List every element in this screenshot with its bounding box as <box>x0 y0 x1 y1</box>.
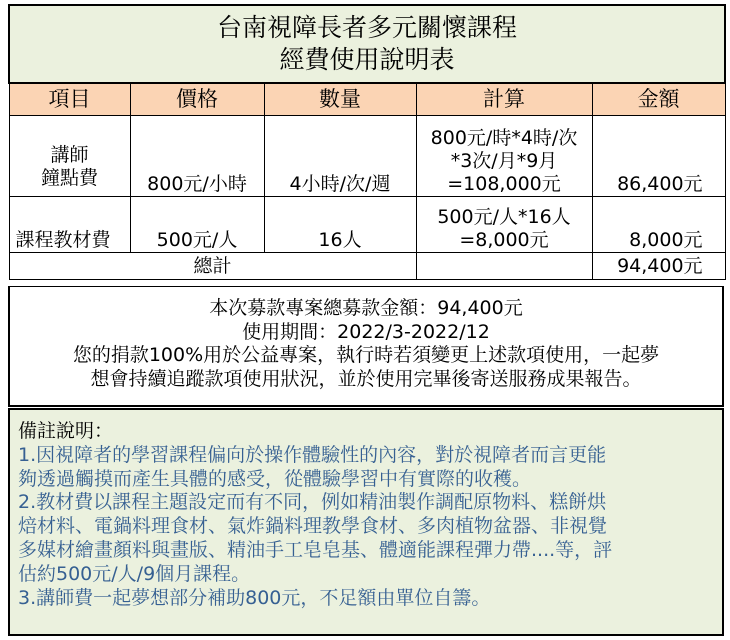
notes-line: 焙材料、電鍋料理食材、氣炸鍋料理教學食材、多肉植物盆器、非視覺 <box>18 515 608 538</box>
row-quantity: 4小時/次/週 <box>264 116 416 197</box>
total-empty <box>416 253 592 280</box>
notes-line: 多媒材繪畫顏料與畫版、精油手工皂皂基、體適能課程彈力帶....等，評 <box>18 538 613 561</box>
total-amount: 94,400元 <box>592 253 725 280</box>
header-price: 價格 <box>130 83 264 116</box>
row-item <box>9 116 130 197</box>
row-amount: 8,000元 <box>592 197 725 253</box>
notes-line: 3.講師費一起夢想部分補助800元，不足額由單位自籌。 <box>18 586 491 609</box>
row-quantity: 16人 <box>264 197 416 253</box>
calc-line: 500元/人*16人 <box>437 206 571 228</box>
info-line-2: 使用期間：2022/3-2022/12 <box>242 320 490 343</box>
table-row <box>9 197 725 253</box>
title-line-1: 台南視障長者多元關懷課程 <box>217 13 518 42</box>
row-item: 課程教材費 <box>9 197 130 253</box>
info-line-3: 您的捐款100%用於公益專案，執行時若須變更上述款項使用，一起夢 <box>72 344 660 366</box>
row-amount: 86,400元 <box>592 116 725 197</box>
calc-line: 800元/時*4時/次 <box>430 127 578 149</box>
header-quantity: 數量 <box>264 83 416 116</box>
title-line-2: 經費使用說明表 <box>279 45 455 74</box>
row-item-line: 鐘點費 <box>40 167 98 189</box>
row-calc <box>416 197 592 253</box>
row-item-line: 講師 <box>50 144 89 166</box>
header-amount: 金額 <box>592 83 725 116</box>
info-line-4: 想會持續追蹤款項使用狀況，並於使用完畢後寄送服務成果報告。 <box>90 367 642 390</box>
budget-table <box>8 4 726 280</box>
calc-line: *3次/月*9月 <box>450 150 558 172</box>
header-item: 項目 <box>9 83 130 116</box>
calc-line: =108,000元 <box>447 173 561 195</box>
row-price: 800元/小時 <box>130 116 264 197</box>
notes-line: 夠透過觸摸而產生具體的感受，從體驗學習中有實際的收穫。 <box>18 467 532 490</box>
row-price: 500元/人 <box>130 197 264 253</box>
header-calc: 計算 <box>416 83 592 116</box>
header-row <box>9 83 725 116</box>
info-line-1: 本次募款專案總募款金額：94,400元 <box>209 297 523 319</box>
calc-line: =8,000元 <box>459 229 549 251</box>
total-row <box>9 253 725 280</box>
funding-info <box>8 286 724 407</box>
notes-line: 1.因視障者的學習課程偏向於操作體驗性的內容，對於視障者而言更能 <box>18 443 607 466</box>
total-label: 總計 <box>9 253 416 280</box>
table-title <box>9 5 725 83</box>
notes-line: 2.教材費以課程主題設定而有不同，例如精油製作調配原物料、糕餅烘 <box>18 491 607 514</box>
table-row <box>9 116 725 197</box>
notes-section <box>8 408 724 636</box>
notes-line: 估約500元/人/9個月課程。 <box>18 562 251 585</box>
notes-title: 備註說明： <box>18 420 114 442</box>
row-calc <box>416 116 592 197</box>
